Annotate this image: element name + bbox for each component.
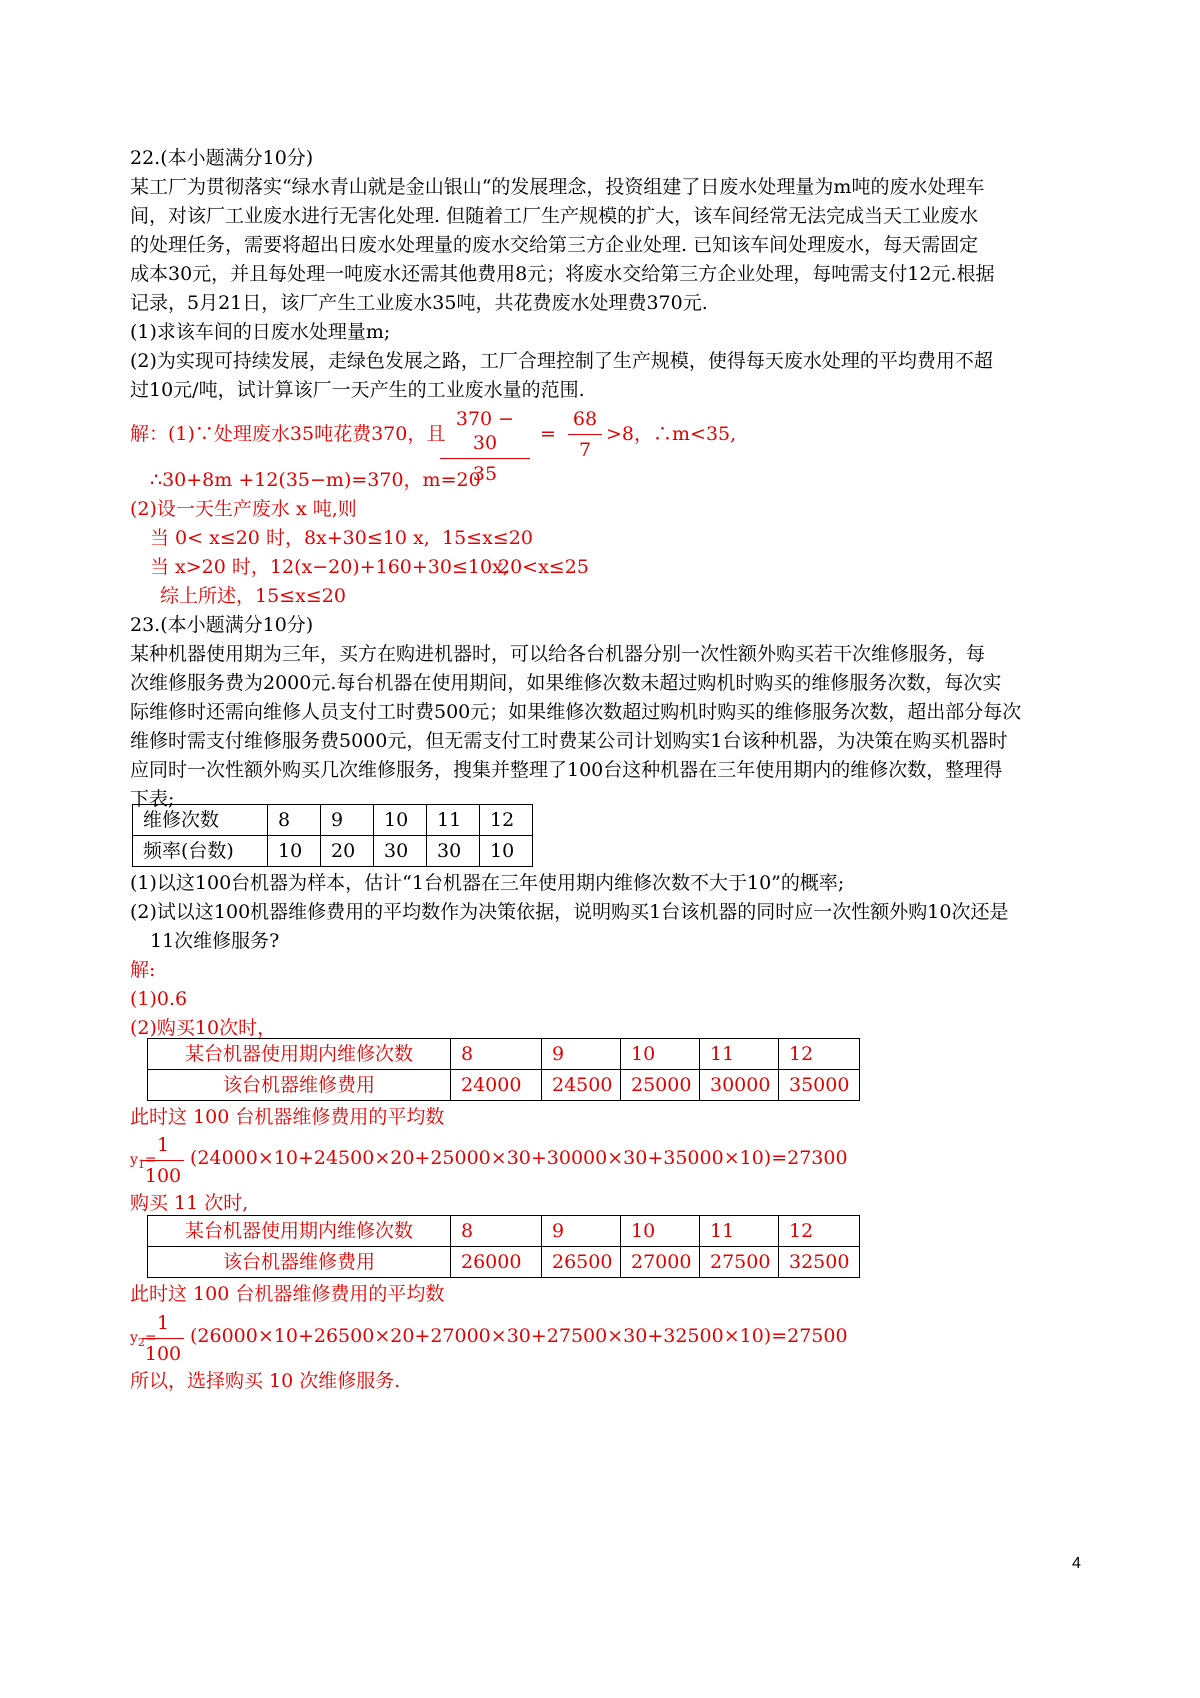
q23-text-line: 下表; xyxy=(130,788,175,810)
q22-solution-line1-post: >8，∴m<35, xyxy=(606,423,737,445)
q23-average-text: 此时这 100 台机器维修费用的平均数 xyxy=(130,1106,445,1128)
q23-average-text: 此时这 100 台机器维修费用的平均数 xyxy=(130,1283,445,1305)
fraction-denominator: 35 xyxy=(472,463,498,485)
q23-y2-expression: (26000×10+26500×20+27000×30+27500×30+32500×10)=27500 xyxy=(190,1325,848,1347)
fraction-denominator: 100 xyxy=(144,1165,182,1187)
table-cell: 10 xyxy=(268,836,321,867)
table-cell: 20 xyxy=(321,836,374,867)
y1-subscript: 1 xyxy=(137,1157,145,1171)
q22-text-line: 间，对该厂工业废水进行无害化处理. 但随着工厂生产规模的扩大，该车间经常无法完成当天工业废水 xyxy=(130,205,979,227)
q22-text-line: 成本30元，并且每处理一吨废水还需其他费用8元；将废水交给第三方企业处理，每吨需支付12元.根据 xyxy=(130,263,995,285)
q22-part2-line: (2)为实现可持续发展，走绿色发展之路，工厂合理控制了生产规模，使得每天废水处理的平均费用不超 xyxy=(130,350,993,372)
q23-text-line: 应同时一次性额外购买几次维修服务，搜集并整理了100台这种机器在三年使用期内的维修次数，整理得 xyxy=(130,759,1003,781)
q23-y2-fraction xyxy=(142,1311,184,1366)
table-row xyxy=(148,1039,860,1070)
fraction-numerator: 1 xyxy=(142,1133,184,1161)
table-cell: 维修次数 xyxy=(133,805,268,836)
fraction-numerator: 1 xyxy=(142,1311,184,1339)
fraction-denominator: 100 xyxy=(144,1343,182,1365)
table-cell: 该台机器维修费用 xyxy=(148,1070,451,1101)
table-cell: 27000 xyxy=(621,1247,700,1278)
y1-equals: = xyxy=(144,1152,157,1168)
q22-solution-line1-pre: 解：(1)∵处理废水35吨花费370，且 xyxy=(130,423,446,445)
table-cell: 10 xyxy=(621,1039,700,1070)
y2-subscript: 2 xyxy=(137,1335,145,1349)
table-cell: 频率(台数) xyxy=(133,836,268,867)
q23-answer-1: (1)0.6 xyxy=(130,988,188,1010)
q23-title: 23.(本小题满分10分) xyxy=(130,614,314,636)
table-cell: 24000 xyxy=(451,1070,542,1101)
q23-buy10-heading: (2)购买10次时， xyxy=(130,1017,277,1039)
q22-fraction-2 xyxy=(568,407,602,462)
q22-solution-line6: 综上所述，15≤x≤20 xyxy=(160,585,346,607)
fraction-numerator: 370 − 30 xyxy=(440,407,530,459)
q22-solution-line5: 当 x>20 时，12(x−20)+160+30≤10x, xyxy=(150,556,509,578)
table-cell: 12 xyxy=(779,1216,860,1247)
table-cell: 30 xyxy=(427,836,480,867)
table-cell: 9 xyxy=(542,1216,621,1247)
q23-text-line: 维修时需支付维修服务费5000元，但无需支付工时费某公司计划购实1台该种机器，为决策在购买机器时 xyxy=(130,730,1008,752)
q23-frequency-table xyxy=(132,804,533,867)
table-row xyxy=(148,1247,860,1278)
table-cell: 10 xyxy=(374,805,427,836)
q23-text-line: 某种机器使用期为三年，买方在购进机器时，可以给各台机器分别一次性额外购买若干次维修服务，每 xyxy=(130,643,986,665)
q22-part2-line: 过10元/吨，试计算该厂一天产生的工业废水量的范围. xyxy=(130,379,585,401)
q23-part2-line: (2)试以这100机器维修费用的平均数作为决策依据，说明购买1台该机器的同时应一次性额外购10次还是 xyxy=(130,901,1009,923)
table-cell: 8 xyxy=(451,1039,542,1070)
y2-symbol: y xyxy=(130,1330,138,1346)
table-cell: 9 xyxy=(542,1039,621,1070)
q23-cost-table-10 xyxy=(147,1038,860,1101)
q23-y1-fraction xyxy=(142,1133,184,1188)
q22-text-line: 的处理任务，需要将超出日废水处理量的废水交给第三方企业处理. 已知该车间处理废水，每天需固定 xyxy=(130,234,979,256)
q22-solution-line4: 当 0< x≤20 时，8x+30≤10 x, xyxy=(150,527,430,549)
table-cell: 某台机器使用期内维修次数 xyxy=(148,1216,451,1247)
table-cell: 12 xyxy=(480,805,533,836)
table-cell: 30 xyxy=(374,836,427,867)
table-cell: 10 xyxy=(621,1216,700,1247)
table-cell: 8 xyxy=(451,1216,542,1247)
table-cell: 10 xyxy=(480,836,533,867)
table-row xyxy=(133,836,533,867)
table-cell: 24500 xyxy=(542,1070,621,1101)
table-cell: 12 xyxy=(779,1039,860,1070)
table-cell: 某台机器使用期内维修次数 xyxy=(148,1039,451,1070)
q22-part1: (1)求该车间的日废水处理量m; xyxy=(130,321,391,343)
q23-y1-expression: (24000×10+24500×20+25000×30+30000×30+35000×10)=27300 xyxy=(190,1147,848,1169)
q23-buy11-heading: 购买 11 次时, xyxy=(130,1192,249,1214)
fraction-denominator: 7 xyxy=(578,439,592,461)
q23-part1: (1)以这100台机器为样本，估计“1台机器在三年使用期内维修次数不大于10”的概率; xyxy=(130,872,845,894)
table-row xyxy=(133,805,533,836)
q23-text-line: 际维修时还需向维修人员支付工时费500元；如果维修次数超过购机时购买的维修服务次数，超出部分每次 xyxy=(130,701,1022,723)
q23-conclusion: 所以，选择购买 10 次维修服务. xyxy=(130,1370,401,1392)
q22-solution-line2: ∴30+8m +12(35−m)=370，m=20 xyxy=(150,469,481,491)
table-cell: 11 xyxy=(700,1039,779,1070)
table-cell: 26000 xyxy=(451,1247,542,1278)
fraction-numerator: 68 xyxy=(568,407,602,435)
table-cell: 35000 xyxy=(779,1070,860,1101)
table-cell: 32500 xyxy=(779,1247,860,1278)
table-cell: 8 xyxy=(268,805,321,836)
table-cell: 27500 xyxy=(700,1247,779,1278)
q23-solution-label: 解: xyxy=(130,959,156,981)
q22-solution-line4-range: 15≤x≤20 xyxy=(442,527,533,549)
q22-solution-line5-range: 20<x≤25 xyxy=(498,556,589,578)
table-cell: 9 xyxy=(321,805,374,836)
table-row xyxy=(148,1216,860,1247)
table-cell: 11 xyxy=(427,805,480,836)
y2-equals: = xyxy=(144,1330,157,1346)
table-cell: 26500 xyxy=(542,1247,621,1278)
table-cell: 该台机器维修费用 xyxy=(148,1247,451,1278)
table-cell: 25000 xyxy=(621,1070,700,1101)
q22-text-line: 某工厂为贯彻落实“绿水青山就是金山银山“的发展理念，投资组建了日废水处理量为m吨的废水处理车 xyxy=(130,176,985,198)
page-number: 4 xyxy=(1072,1555,1081,1572)
q22-title: 22.(本小题满分10分) xyxy=(130,147,314,169)
q23-part2-line: 11次维修服务? xyxy=(150,930,280,952)
q22-equals: = xyxy=(540,423,556,445)
table-cell: 11 xyxy=(700,1216,779,1247)
y1-symbol: y xyxy=(130,1152,138,1168)
q23-cost-table-11 xyxy=(147,1215,860,1278)
q23-text-line: 次维修服务费为2000元.每台机器在使用期间，如果维修次数未超过购机时购买的维修服务次数，每次实 xyxy=(130,672,1002,694)
table-row xyxy=(148,1070,860,1101)
q22-solution-line3: (2)设一天生产废水 x 吨,则 xyxy=(130,498,357,520)
table-cell: 30000 xyxy=(700,1070,779,1101)
q22-text-line: 记录，5月21日，该厂产生工业废水35吨，共花费废水处理费370元. xyxy=(130,292,708,314)
